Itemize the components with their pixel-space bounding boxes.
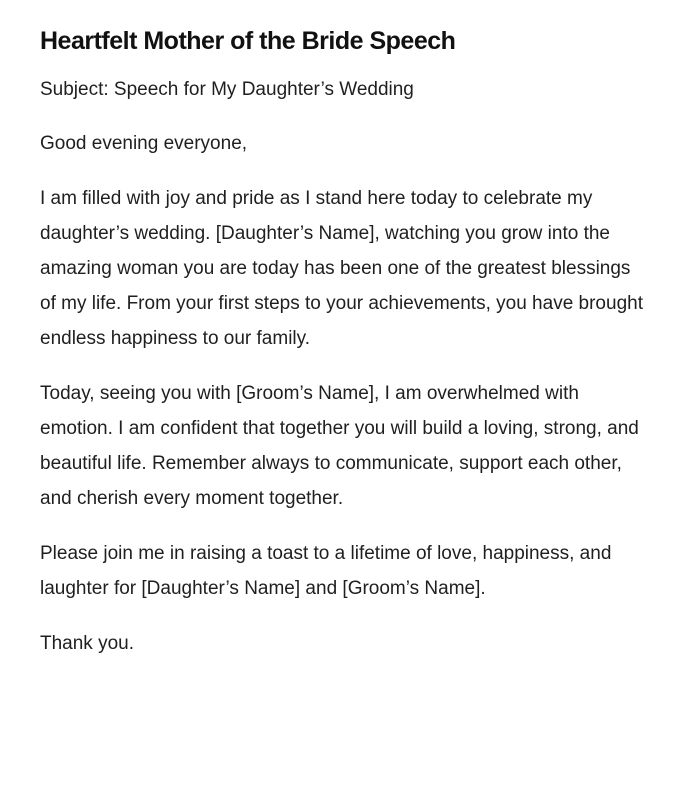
speech-paragraph-1: I am filled with joy and pride as I stand here today to celebrate my daughter’s wedding. [Daughter’s Name], watching you grow into the amazing woman you are today has been one of the greatest blessings of my life. From your first steps to your achievements, you have brought endless happiness to our family. [40,188,643,349]
document-title: Heartfelt Mother of the Bride Speech [40,27,456,55]
greeting: Good evening everyone, [40,133,248,154]
subject-line: Subject: Speech for My Daughter’s Wedding [40,79,414,100]
speech-paragraph-2: Today, seeing you with [Groom’s Name], I am overwhelmed with emotion. I am confident that together you will build a loving, strong, and beautiful life. Remember always to communicate, support each other, and cherish every moment together. [40,383,639,509]
closing-line: Thank you. [40,633,134,654]
speech-paragraph-3: Please join me in raising a toast to a lifetime of love, happiness, and laughter for [Daughter’s Name] and [Groom’s Name]. [40,543,612,599]
